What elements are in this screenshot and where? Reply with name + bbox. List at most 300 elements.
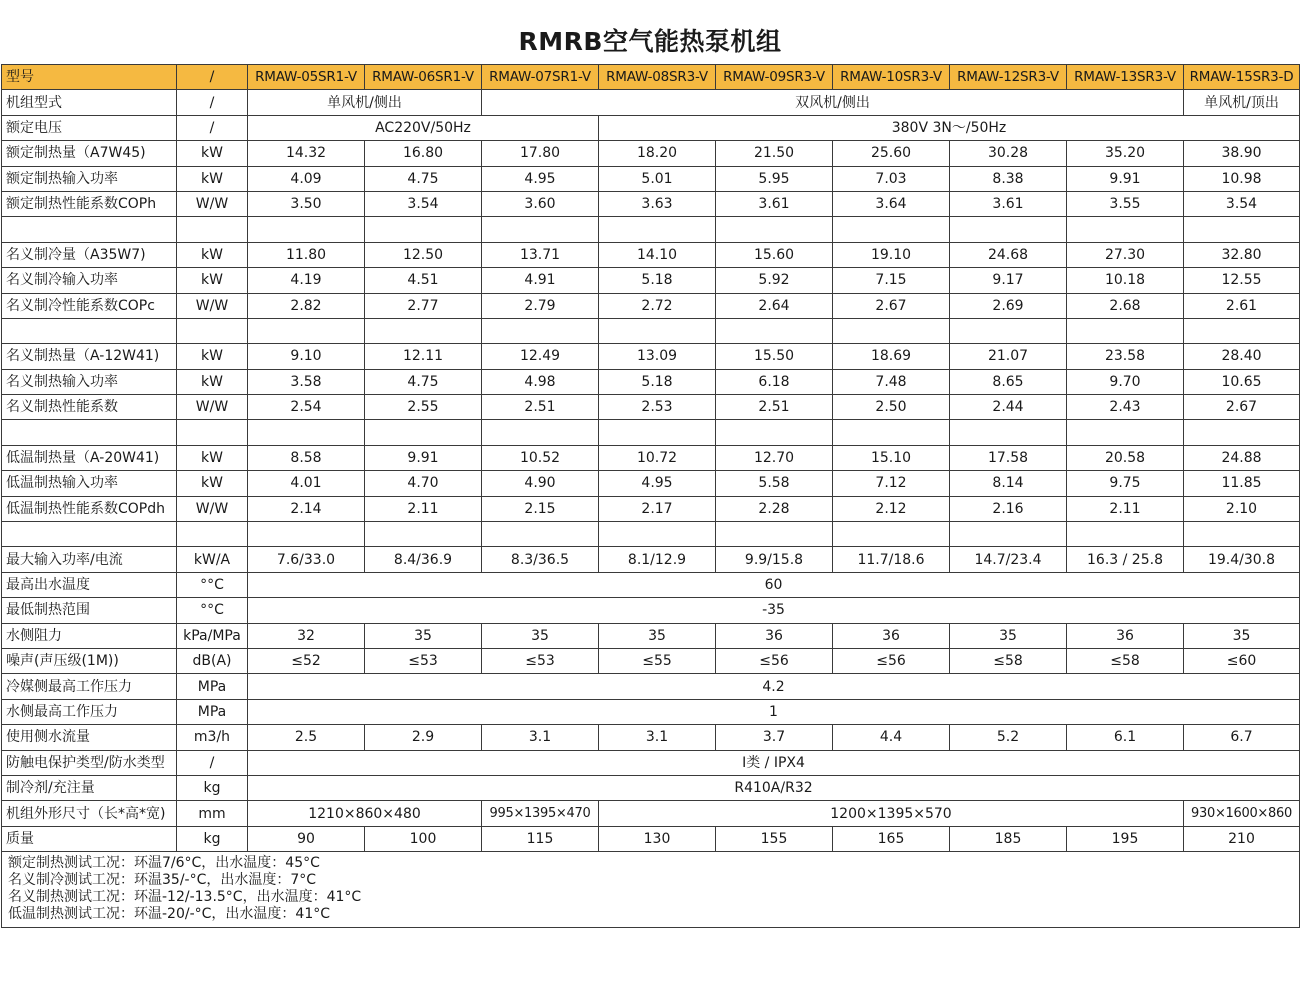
- empty-cell: [599, 522, 716, 547]
- row-unit: kW/A: [177, 547, 248, 572]
- row-unit: kW: [177, 242, 248, 267]
- table-row: [2, 90, 1300, 115]
- value-cell: 6.1: [1067, 725, 1184, 750]
- empty-cell: [365, 522, 482, 547]
- value-cell: 2.11: [365, 496, 482, 521]
- value-cell: 17.80: [482, 141, 599, 166]
- row-unit: W/W: [177, 395, 248, 420]
- value-cell: 35.20: [1067, 141, 1184, 166]
- value-cell: 12.11: [365, 344, 482, 369]
- empty-cell: [248, 420, 365, 445]
- empty-cell: [833, 217, 950, 242]
- value-cell: 100: [365, 826, 482, 851]
- value-cell: 5.58: [716, 471, 833, 496]
- value-cell: 6.18: [716, 369, 833, 394]
- table-row: [2, 141, 1300, 166]
- value-cell: 8.58: [248, 445, 365, 470]
- value-cell: 2.53: [599, 395, 716, 420]
- row-label: 名义制冷量（A35W7): [2, 242, 177, 267]
- value-cell: 24.68: [950, 242, 1067, 267]
- value-cell: 9.17: [950, 268, 1067, 293]
- value-cell: AC220V/50Hz: [248, 115, 599, 140]
- table-row: [2, 801, 1300, 826]
- value-cell: 4.91: [482, 268, 599, 293]
- value-cell: 3.54: [365, 191, 482, 216]
- empty-cell: [716, 318, 833, 343]
- row-unit: kPa/MPa: [177, 623, 248, 648]
- value-cell: 2.5: [248, 725, 365, 750]
- row-unit: kW: [177, 268, 248, 293]
- empty-cell: [248, 318, 365, 343]
- value-cell: 10.52: [482, 445, 599, 470]
- value-cell: 1200×1395×570: [599, 801, 1184, 826]
- row-unit: kW: [177, 141, 248, 166]
- value-cell: 5.01: [599, 166, 716, 191]
- row-unit: kg: [177, 775, 248, 800]
- value-cell: 8.65: [950, 369, 1067, 394]
- row-label: 质量: [2, 826, 177, 851]
- value-cell: 8.38: [950, 166, 1067, 191]
- value-cell: 2.50: [833, 395, 950, 420]
- row-label: 机组外形尺寸（长*高*宽): [2, 801, 177, 826]
- value-cell: 3.7: [716, 725, 833, 750]
- value-cell: 18.20: [599, 141, 716, 166]
- model-name: RMAW-13SR3-V: [1067, 65, 1184, 90]
- value-cell: 1210×860×480: [248, 801, 482, 826]
- empty-cell: [599, 217, 716, 242]
- note-line: 低温制热测试工况：环温-20/-°C，出水温度：41°C: [8, 906, 330, 923]
- value-cell: 7.15: [833, 268, 950, 293]
- value-cell: 2.54: [248, 395, 365, 420]
- value-cell: 10.98: [1184, 166, 1300, 191]
- value-cell: 2.61: [1184, 293, 1300, 318]
- row-label: 额定制热量（A7W45): [2, 141, 177, 166]
- value-cell: ≤53: [482, 648, 599, 673]
- table-row: [2, 699, 1300, 724]
- value-cell: ≤60: [1184, 648, 1300, 673]
- test-conditions-notes: [2, 852, 1300, 928]
- empty-cell: [248, 217, 365, 242]
- value-cell: 35: [950, 623, 1067, 648]
- empty-cell: [177, 217, 248, 242]
- value-cell: 4.51: [365, 268, 482, 293]
- value-cell: ≤58: [950, 648, 1067, 673]
- table-row: [2, 344, 1300, 369]
- row-label: 额定制热输入功率: [2, 166, 177, 191]
- empty-cell: [2, 217, 177, 242]
- row-unit: kg: [177, 826, 248, 851]
- model-name: RMAW-09SR3-V: [716, 65, 833, 90]
- row-label: 冷媒侧最高工作压力: [2, 674, 177, 699]
- value-cell: 4.95: [599, 471, 716, 496]
- value-cell: 14.7/23.4: [950, 547, 1067, 572]
- header-label: 型号: [2, 65, 177, 90]
- value-cell: 11.85: [1184, 471, 1300, 496]
- empty-cell: [1184, 522, 1300, 547]
- row-unit: kW: [177, 166, 248, 191]
- empty-cell: [482, 522, 599, 547]
- empty-cell: [177, 318, 248, 343]
- value-cell: 2.51: [482, 395, 599, 420]
- value-cell: 4.95: [482, 166, 599, 191]
- table-row: [2, 496, 1300, 521]
- value-cell: 36: [1067, 623, 1184, 648]
- value-cell: 2.79: [482, 293, 599, 318]
- row-unit: dB(A): [177, 648, 248, 673]
- notes-row: [2, 852, 1300, 928]
- table-row: [2, 750, 1300, 775]
- value-cell: I类 / IPX4: [248, 750, 1300, 775]
- value-cell: 2.67: [1184, 395, 1300, 420]
- value-cell: 10.65: [1184, 369, 1300, 394]
- value-cell: 9.91: [1067, 166, 1184, 191]
- value-cell: 2.69: [950, 293, 1067, 318]
- value-cell: 165: [833, 826, 950, 851]
- row-label: 额定电压: [2, 115, 177, 140]
- row-unit: kW: [177, 445, 248, 470]
- value-cell: 2.16: [950, 496, 1067, 521]
- model-name: RMAW-08SR3-V: [599, 65, 716, 90]
- value-cell: 4.19: [248, 268, 365, 293]
- row-unit: MPa: [177, 674, 248, 699]
- value-cell: 5.18: [599, 268, 716, 293]
- value-cell: 3.1: [599, 725, 716, 750]
- empty-cell: [1067, 420, 1184, 445]
- table-row: [2, 115, 1300, 140]
- value-cell: 3.55: [1067, 191, 1184, 216]
- row-unit: m3/h: [177, 725, 248, 750]
- table-row: [2, 268, 1300, 293]
- value-cell: 4.01: [248, 471, 365, 496]
- value-cell: 90: [248, 826, 365, 851]
- table-row: [2, 395, 1300, 420]
- value-cell: 3.50: [248, 191, 365, 216]
- row-unit: /: [177, 115, 248, 140]
- value-cell: 2.10: [1184, 496, 1300, 521]
- row-label: 名义制冷性能系数COPc: [2, 293, 177, 318]
- value-cell: 19.10: [833, 242, 950, 267]
- value-cell: 2.64: [716, 293, 833, 318]
- value-cell: 210: [1184, 826, 1300, 851]
- table-row: [2, 293, 1300, 318]
- value-cell: 6.7: [1184, 725, 1300, 750]
- value-cell: 16.3 / 25.8: [1067, 547, 1184, 572]
- value-cell: 32: [248, 623, 365, 648]
- value-cell: 10.72: [599, 445, 716, 470]
- table-row: [2, 598, 1300, 623]
- value-cell: 20.58: [1067, 445, 1184, 470]
- row-label: 名义制冷输入功率: [2, 268, 177, 293]
- row-label: 防触电保护类型/防水类型: [2, 750, 177, 775]
- value-cell: 9.91: [365, 445, 482, 470]
- value-cell: 2.44: [950, 395, 1067, 420]
- value-cell: ≤56: [833, 648, 950, 673]
- note-line: 名义制冷测试工况：环温35/-°C，出水温度：7°C: [8, 872, 317, 889]
- value-cell: 3.60: [482, 191, 599, 216]
- row-label: 机组型式: [2, 90, 177, 115]
- empty-cell: [482, 318, 599, 343]
- value-cell: 3.1: [482, 725, 599, 750]
- empty-cell: [177, 420, 248, 445]
- value-cell: 35: [1184, 623, 1300, 648]
- value-cell: 13.71: [482, 242, 599, 267]
- value-cell: 3.58: [248, 369, 365, 394]
- value-cell: 11.7/18.6: [833, 547, 950, 572]
- value-cell: -35: [248, 598, 1300, 623]
- table-row: [2, 648, 1300, 673]
- empty-cell: [950, 318, 1067, 343]
- value-cell: 4.2: [248, 674, 1300, 699]
- value-cell: 38.90: [1184, 141, 1300, 166]
- value-cell: 36: [716, 623, 833, 648]
- value-cell: 7.6/33.0: [248, 547, 365, 572]
- spacer-row: [2, 318, 1300, 343]
- value-cell: 5.92: [716, 268, 833, 293]
- row-unit: W/W: [177, 496, 248, 521]
- empty-cell: [1067, 217, 1184, 242]
- value-cell: 21.07: [950, 344, 1067, 369]
- value-cell: 155: [716, 826, 833, 851]
- value-cell: 2.9: [365, 725, 482, 750]
- value-cell: 2.15: [482, 496, 599, 521]
- value-cell: 35: [365, 623, 482, 648]
- value-cell: 2.28: [716, 496, 833, 521]
- table-row: [2, 471, 1300, 496]
- value-cell: 25.60: [833, 141, 950, 166]
- value-cell: 15.50: [716, 344, 833, 369]
- value-cell: 17.58: [950, 445, 1067, 470]
- empty-cell: [599, 420, 716, 445]
- value-cell: 3.61: [950, 191, 1067, 216]
- value-cell: 9.75: [1067, 471, 1184, 496]
- value-cell: 5.18: [599, 369, 716, 394]
- row-unit: mm: [177, 801, 248, 826]
- empty-cell: [177, 522, 248, 547]
- table-row: [2, 242, 1300, 267]
- row-label: 水侧阻力: [2, 623, 177, 648]
- row-label: 低温制热性能系数COPdh: [2, 496, 177, 521]
- value-cell: 8.14: [950, 471, 1067, 496]
- value-cell: 4.90: [482, 471, 599, 496]
- table-row: [2, 166, 1300, 191]
- row-unit: kW: [177, 369, 248, 394]
- value-cell: 8.4/36.9: [365, 547, 482, 572]
- value-cell: 14.32: [248, 141, 365, 166]
- value-cell: 18.69: [833, 344, 950, 369]
- value-cell: 8.3/36.5: [482, 547, 599, 572]
- value-cell: 195: [1067, 826, 1184, 851]
- value-cell: 130: [599, 826, 716, 851]
- value-cell: 15.60: [716, 242, 833, 267]
- empty-cell: [833, 420, 950, 445]
- row-label: 名义制热量（A-12W41): [2, 344, 177, 369]
- spacer-row: [2, 522, 1300, 547]
- empty-cell: [2, 420, 177, 445]
- table-row: [2, 725, 1300, 750]
- value-cell: 4.75: [365, 369, 482, 394]
- row-label: 制冷剂/充注量: [2, 775, 177, 800]
- value-cell: 27.30: [1067, 242, 1184, 267]
- value-cell: 995×1395×470: [482, 801, 599, 826]
- model-name: RMAW-10SR3-V: [833, 65, 950, 90]
- empty-cell: [950, 522, 1067, 547]
- empty-cell: [716, 522, 833, 547]
- value-cell: 2.68: [1067, 293, 1184, 318]
- empty-cell: [482, 217, 599, 242]
- value-cell: 9.9/15.8: [716, 547, 833, 572]
- row-label: 最大输入功率/电流: [2, 547, 177, 572]
- row-label: 水侧最高工作压力: [2, 699, 177, 724]
- value-cell: 380V 3N～/50Hz: [599, 115, 1300, 140]
- empty-cell: [950, 217, 1067, 242]
- table-row: [2, 547, 1300, 572]
- value-cell: 12.70: [716, 445, 833, 470]
- empty-cell: [248, 522, 365, 547]
- row-label: 最低制热范围: [2, 598, 177, 623]
- row-unit: kW: [177, 344, 248, 369]
- value-cell: 12.50: [365, 242, 482, 267]
- row-label: 低温制热输入功率: [2, 471, 177, 496]
- row-unit: /: [177, 750, 248, 775]
- row-unit: /: [177, 90, 248, 115]
- value-cell: ≤56: [716, 648, 833, 673]
- model-name: RMAW-05SR1-V: [248, 65, 365, 90]
- model-name: RMAW-12SR3-V: [950, 65, 1067, 90]
- empty-cell: [2, 318, 177, 343]
- value-cell: ≤58: [1067, 648, 1184, 673]
- empty-cell: [365, 217, 482, 242]
- row-unit: °°C: [177, 572, 248, 597]
- row-label: 噪声(声压级(1M)): [2, 648, 177, 673]
- value-cell: 4.70: [365, 471, 482, 496]
- table-row: [2, 369, 1300, 394]
- value-cell: R410A/R32: [248, 775, 1300, 800]
- empty-cell: [1184, 318, 1300, 343]
- empty-cell: [716, 420, 833, 445]
- value-cell: 5.95: [716, 166, 833, 191]
- value-cell: 13.09: [599, 344, 716, 369]
- value-cell: 7.03: [833, 166, 950, 191]
- value-cell: 35: [599, 623, 716, 648]
- value-cell: 2.17: [599, 496, 716, 521]
- value-cell: 8.1/12.9: [599, 547, 716, 572]
- empty-cell: [365, 318, 482, 343]
- header-unit: /: [177, 65, 248, 90]
- value-cell: 9.10: [248, 344, 365, 369]
- value-cell: ≤55: [599, 648, 716, 673]
- value-cell: 4.75: [365, 166, 482, 191]
- value-cell: 7.48: [833, 369, 950, 394]
- value-cell: 12.49: [482, 344, 599, 369]
- value-cell: 2.77: [365, 293, 482, 318]
- table-row: [2, 445, 1300, 470]
- spacer-row: [2, 217, 1300, 242]
- value-cell: 36: [833, 623, 950, 648]
- row-unit: W/W: [177, 191, 248, 216]
- row-label: 名义制热输入功率: [2, 369, 177, 394]
- row-unit: °°C: [177, 598, 248, 623]
- value-cell: 2.43: [1067, 395, 1184, 420]
- empty-cell: [1184, 217, 1300, 242]
- value-cell: 32.80: [1184, 242, 1300, 267]
- model-name: RMAW-06SR1-V: [365, 65, 482, 90]
- value-cell: 双风机/侧出: [482, 90, 1184, 115]
- value-cell: 15.10: [833, 445, 950, 470]
- empty-cell: [2, 522, 177, 547]
- value-cell: 115: [482, 826, 599, 851]
- value-cell: 3.61: [716, 191, 833, 216]
- spacer-row: [2, 420, 1300, 445]
- row-label: 名义制热性能系数: [2, 395, 177, 420]
- value-cell: 21.50: [716, 141, 833, 166]
- value-cell: 5.2: [950, 725, 1067, 750]
- value-cell: 2.51: [716, 395, 833, 420]
- value-cell: 2.12: [833, 496, 950, 521]
- empty-cell: [365, 420, 482, 445]
- value-cell: 930×1600×860: [1184, 801, 1300, 826]
- empty-cell: [1067, 318, 1184, 343]
- value-cell: 28.40: [1184, 344, 1300, 369]
- value-cell: 3.54: [1184, 191, 1300, 216]
- value-cell: 30.28: [950, 141, 1067, 166]
- header-row: [2, 65, 1300, 90]
- value-cell: 4.98: [482, 369, 599, 394]
- value-cell: 4.09: [248, 166, 365, 191]
- value-cell: ≤53: [365, 648, 482, 673]
- empty-cell: [1067, 522, 1184, 547]
- value-cell: 60: [248, 572, 1300, 597]
- value-cell: 10.18: [1067, 268, 1184, 293]
- value-cell: 24.88: [1184, 445, 1300, 470]
- value-cell: 19.4/30.8: [1184, 547, 1300, 572]
- model-name: RMAW-07SR1-V: [482, 65, 599, 90]
- value-cell: 4.4: [833, 725, 950, 750]
- row-label: 使用侧水流量: [2, 725, 177, 750]
- value-cell: 2.11: [1067, 496, 1184, 521]
- value-cell: 23.58: [1067, 344, 1184, 369]
- value-cell: 7.12: [833, 471, 950, 496]
- row-unit: kW: [177, 471, 248, 496]
- table-row: [2, 775, 1300, 800]
- note-line: 名义制热测试工况：环温-12/-13.5°C，出水温度：41°C: [8, 889, 362, 906]
- value-cell: 14.10: [599, 242, 716, 267]
- value-cell: 3.63: [599, 191, 716, 216]
- value-cell: 单风机/侧出: [248, 90, 482, 115]
- value-cell: 16.80: [365, 141, 482, 166]
- value-cell: 2.72: [599, 293, 716, 318]
- empty-cell: [599, 318, 716, 343]
- table-row: [2, 623, 1300, 648]
- model-name: RMAW-15SR3-D: [1184, 65, 1300, 90]
- row-label: 最高出水温度: [2, 572, 177, 597]
- row-unit: W/W: [177, 293, 248, 318]
- row-label: 低温制热量（A-20W41): [2, 445, 177, 470]
- value-cell: 9.70: [1067, 369, 1184, 394]
- row-unit: MPa: [177, 699, 248, 724]
- empty-cell: [833, 318, 950, 343]
- value-cell: 12.55: [1184, 268, 1300, 293]
- page-title: RMRB空气能热泵机组: [518, 27, 782, 56]
- empty-cell: [1184, 420, 1300, 445]
- empty-cell: [716, 217, 833, 242]
- table-row: [2, 674, 1300, 699]
- empty-cell: [950, 420, 1067, 445]
- value-cell: 2.82: [248, 293, 365, 318]
- table-row: [2, 572, 1300, 597]
- empty-cell: [833, 522, 950, 547]
- value-cell: ≤52: [248, 648, 365, 673]
- value-cell: 3.64: [833, 191, 950, 216]
